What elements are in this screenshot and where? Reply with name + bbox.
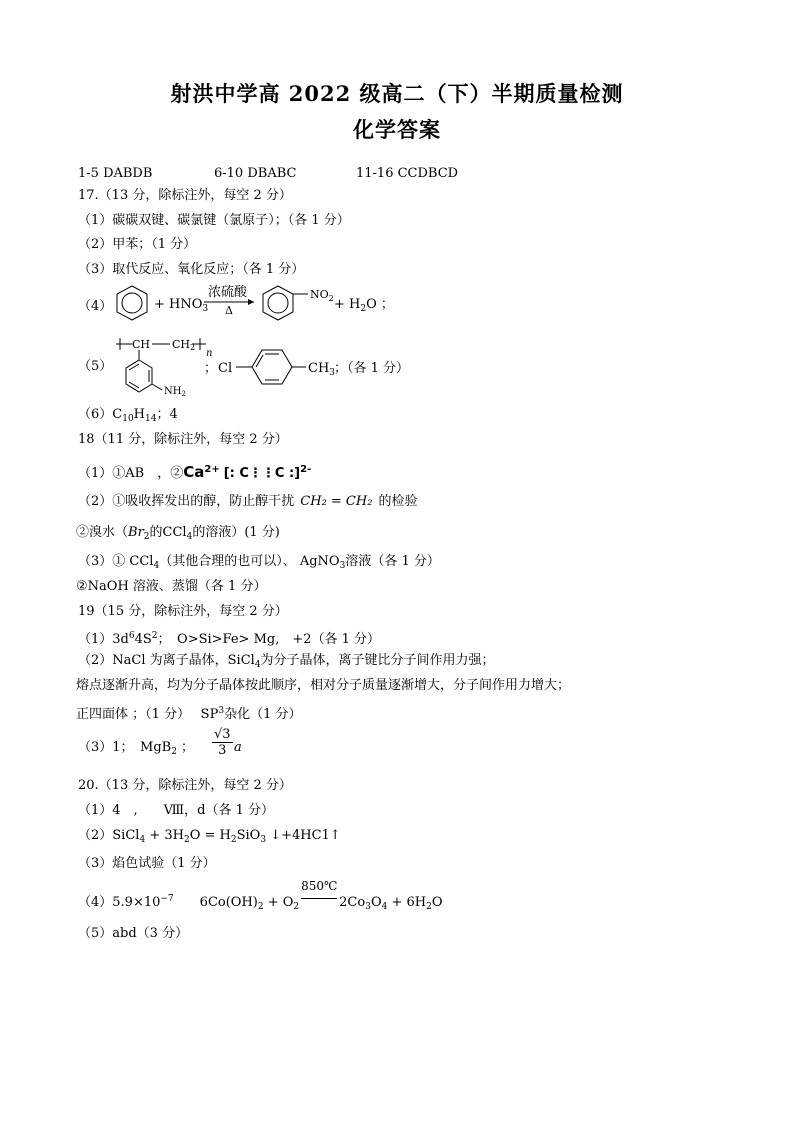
svg-text:CH3: $CH_3$ bbox=[308, 361, 336, 378]
mc-6-10: 6-10 DBABC bbox=[214, 166, 297, 181]
q19-answer-2: （2）NaCl 为离子晶体，SiCl$_4$为分子晶体，离子键比分子间作用力强； bbox=[78, 653, 495, 670]
q17-answer-3: （3）取代反应、氧化反应；（各 1 分） bbox=[78, 262, 305, 277]
hno3-text: + HNO bbox=[154, 297, 203, 312]
svg-text:+ H2O ；: + $H_2O$ ； bbox=[334, 297, 394, 314]
q18-answer-3: （3）① CCl$_4$（其他合理的也可以）、 AgNO$_3$溶液（各 1 分） bbox=[78, 554, 440, 571]
fraction-sqrt3-over-3 bbox=[212, 727, 233, 758]
page-subtitle: 化学答案 bbox=[353, 117, 441, 142]
fraction-numerator: √3 bbox=[214, 727, 231, 742]
toluene-ring-icon bbox=[252, 350, 292, 384]
q17-answer-5-label: （5） bbox=[78, 359, 113, 374]
q19-answer-1: $(1)3d^64S^2$； O>Si>Fe> Mg, +2（各 1 分） bbox=[78, 631, 381, 647]
mc-1-5: 1-5 DABDB bbox=[78, 166, 153, 181]
benzene-ring-icon bbox=[117, 286, 147, 320]
no2-text: NO bbox=[310, 288, 329, 301]
q19-answer-3: （3）1； MgB$_2$ ； bbox=[78, 740, 194, 757]
svg-text:CH2: CH2 bbox=[172, 338, 196, 352]
q19-answer-2b: 熔点逐渐升高，均为分子晶体按此顺序，相对分子质量逐渐增大，分子间作用力增大； bbox=[76, 678, 571, 693]
q17-answer-1: （1）碳碳双键、碳氯键（氯原子）；（各 1 分） bbox=[78, 213, 350, 228]
q18-header: 18（11 分，除标注外，每空 2 分） bbox=[78, 432, 288, 447]
fraction-denominator: 3 bbox=[218, 743, 227, 758]
ch3-text: CH bbox=[308, 361, 330, 376]
svg-text:+ HNO3: + $HNO_3$ bbox=[154, 297, 209, 314]
nitrobenzene-ring-icon bbox=[263, 286, 308, 320]
q17-answer-2: （2）甲苯；（1 分） bbox=[78, 237, 197, 252]
q20-header: 20.（13 分，除标注外，每空 2 分） bbox=[78, 778, 292, 793]
nh2-text: NH bbox=[164, 386, 182, 397]
reaction-condition-bottom: Δ bbox=[225, 304, 233, 317]
q18-answer-2: （2）①吸收挥发出的醇，防止醇干扰 CH₂ = CH₂ 的检验 bbox=[78, 494, 418, 509]
q17-answer-4-label: （4） bbox=[78, 299, 113, 314]
polymer-structure bbox=[112, 332, 432, 400]
q17-header: 17.（13 分，除标注外，每空 2 分） bbox=[78, 188, 292, 203]
lattice-param-a: a bbox=[234, 740, 242, 755]
degree-n: n bbox=[206, 348, 213, 359]
carbide-ion: [: C⋮⋮C :] bbox=[223, 466, 301, 481]
svg-text:NO2: $NO_2$ bbox=[310, 288, 334, 303]
q20-answer-5: （5）abd（3 分） bbox=[78, 926, 189, 941]
ca-ion: Ca bbox=[183, 463, 205, 481]
q20-answer-4: $(4)5.9\times 10^{-7}$ $6Co(OH)_2 + O_2$ 850℃ $2Co_3O_4 + 6H_2O$ bbox=[78, 879, 443, 912]
page-title: 射洪中学高 2022 级高二（下）半期质量检测 bbox=[170, 81, 624, 106]
mc-answers bbox=[78, 166, 459, 182]
ch2-text: CH bbox=[172, 338, 191, 351]
svg-text:NH2: $NH_2$ bbox=[164, 386, 186, 398]
q19-header: 19（15 分，除标注外，每空 2 分） bbox=[78, 604, 288, 619]
reaction-condition-top: 浓硫酸 bbox=[208, 285, 248, 300]
cl-text: Cl bbox=[218, 361, 233, 376]
q20-answer-2: （2）SiCl$_4$ + $3H_2O = H_2SiO_3$ ↓+4HC1↑ bbox=[78, 828, 341, 845]
nitration-equation bbox=[112, 282, 402, 330]
aniline-ring-icon bbox=[126, 360, 162, 392]
q20-answer-3: （3）焰色试验（1 分） bbox=[78, 856, 216, 871]
q18-answer-1: （1）①AB ，$②Ca^{2+}$ [: C⋮⋮C :]$^{2-}$ bbox=[78, 463, 312, 481]
mc-11-16: 11-16 CCDBCD bbox=[356, 166, 459, 181]
q17-5-note: ；（各 1 分） bbox=[334, 361, 410, 376]
q17-answer-6: $(6)C_{10}H_{14}$；4 bbox=[78, 407, 178, 424]
q18-answer-2b: ②溴水（$Br_2$的CCl$_4$的溶液）(1 分) bbox=[76, 525, 280, 542]
svg-text:；: ； bbox=[204, 361, 218, 376]
ch-text: CH bbox=[132, 338, 151, 351]
h2o-text: + H bbox=[334, 297, 361, 312]
q19-answer-2c: 正四面体 ；（1 分） $SP^3$杂化（1 分） bbox=[76, 706, 302, 722]
q20-answer-1: （1）4 , Ⅷ，d（各 1 分） bbox=[78, 803, 275, 818]
reaction-arrow-850: 850℃ bbox=[301, 892, 337, 906]
q18-answer-3b: ②NaOH 溶液、蒸馏（各 1 分） bbox=[76, 579, 267, 594]
